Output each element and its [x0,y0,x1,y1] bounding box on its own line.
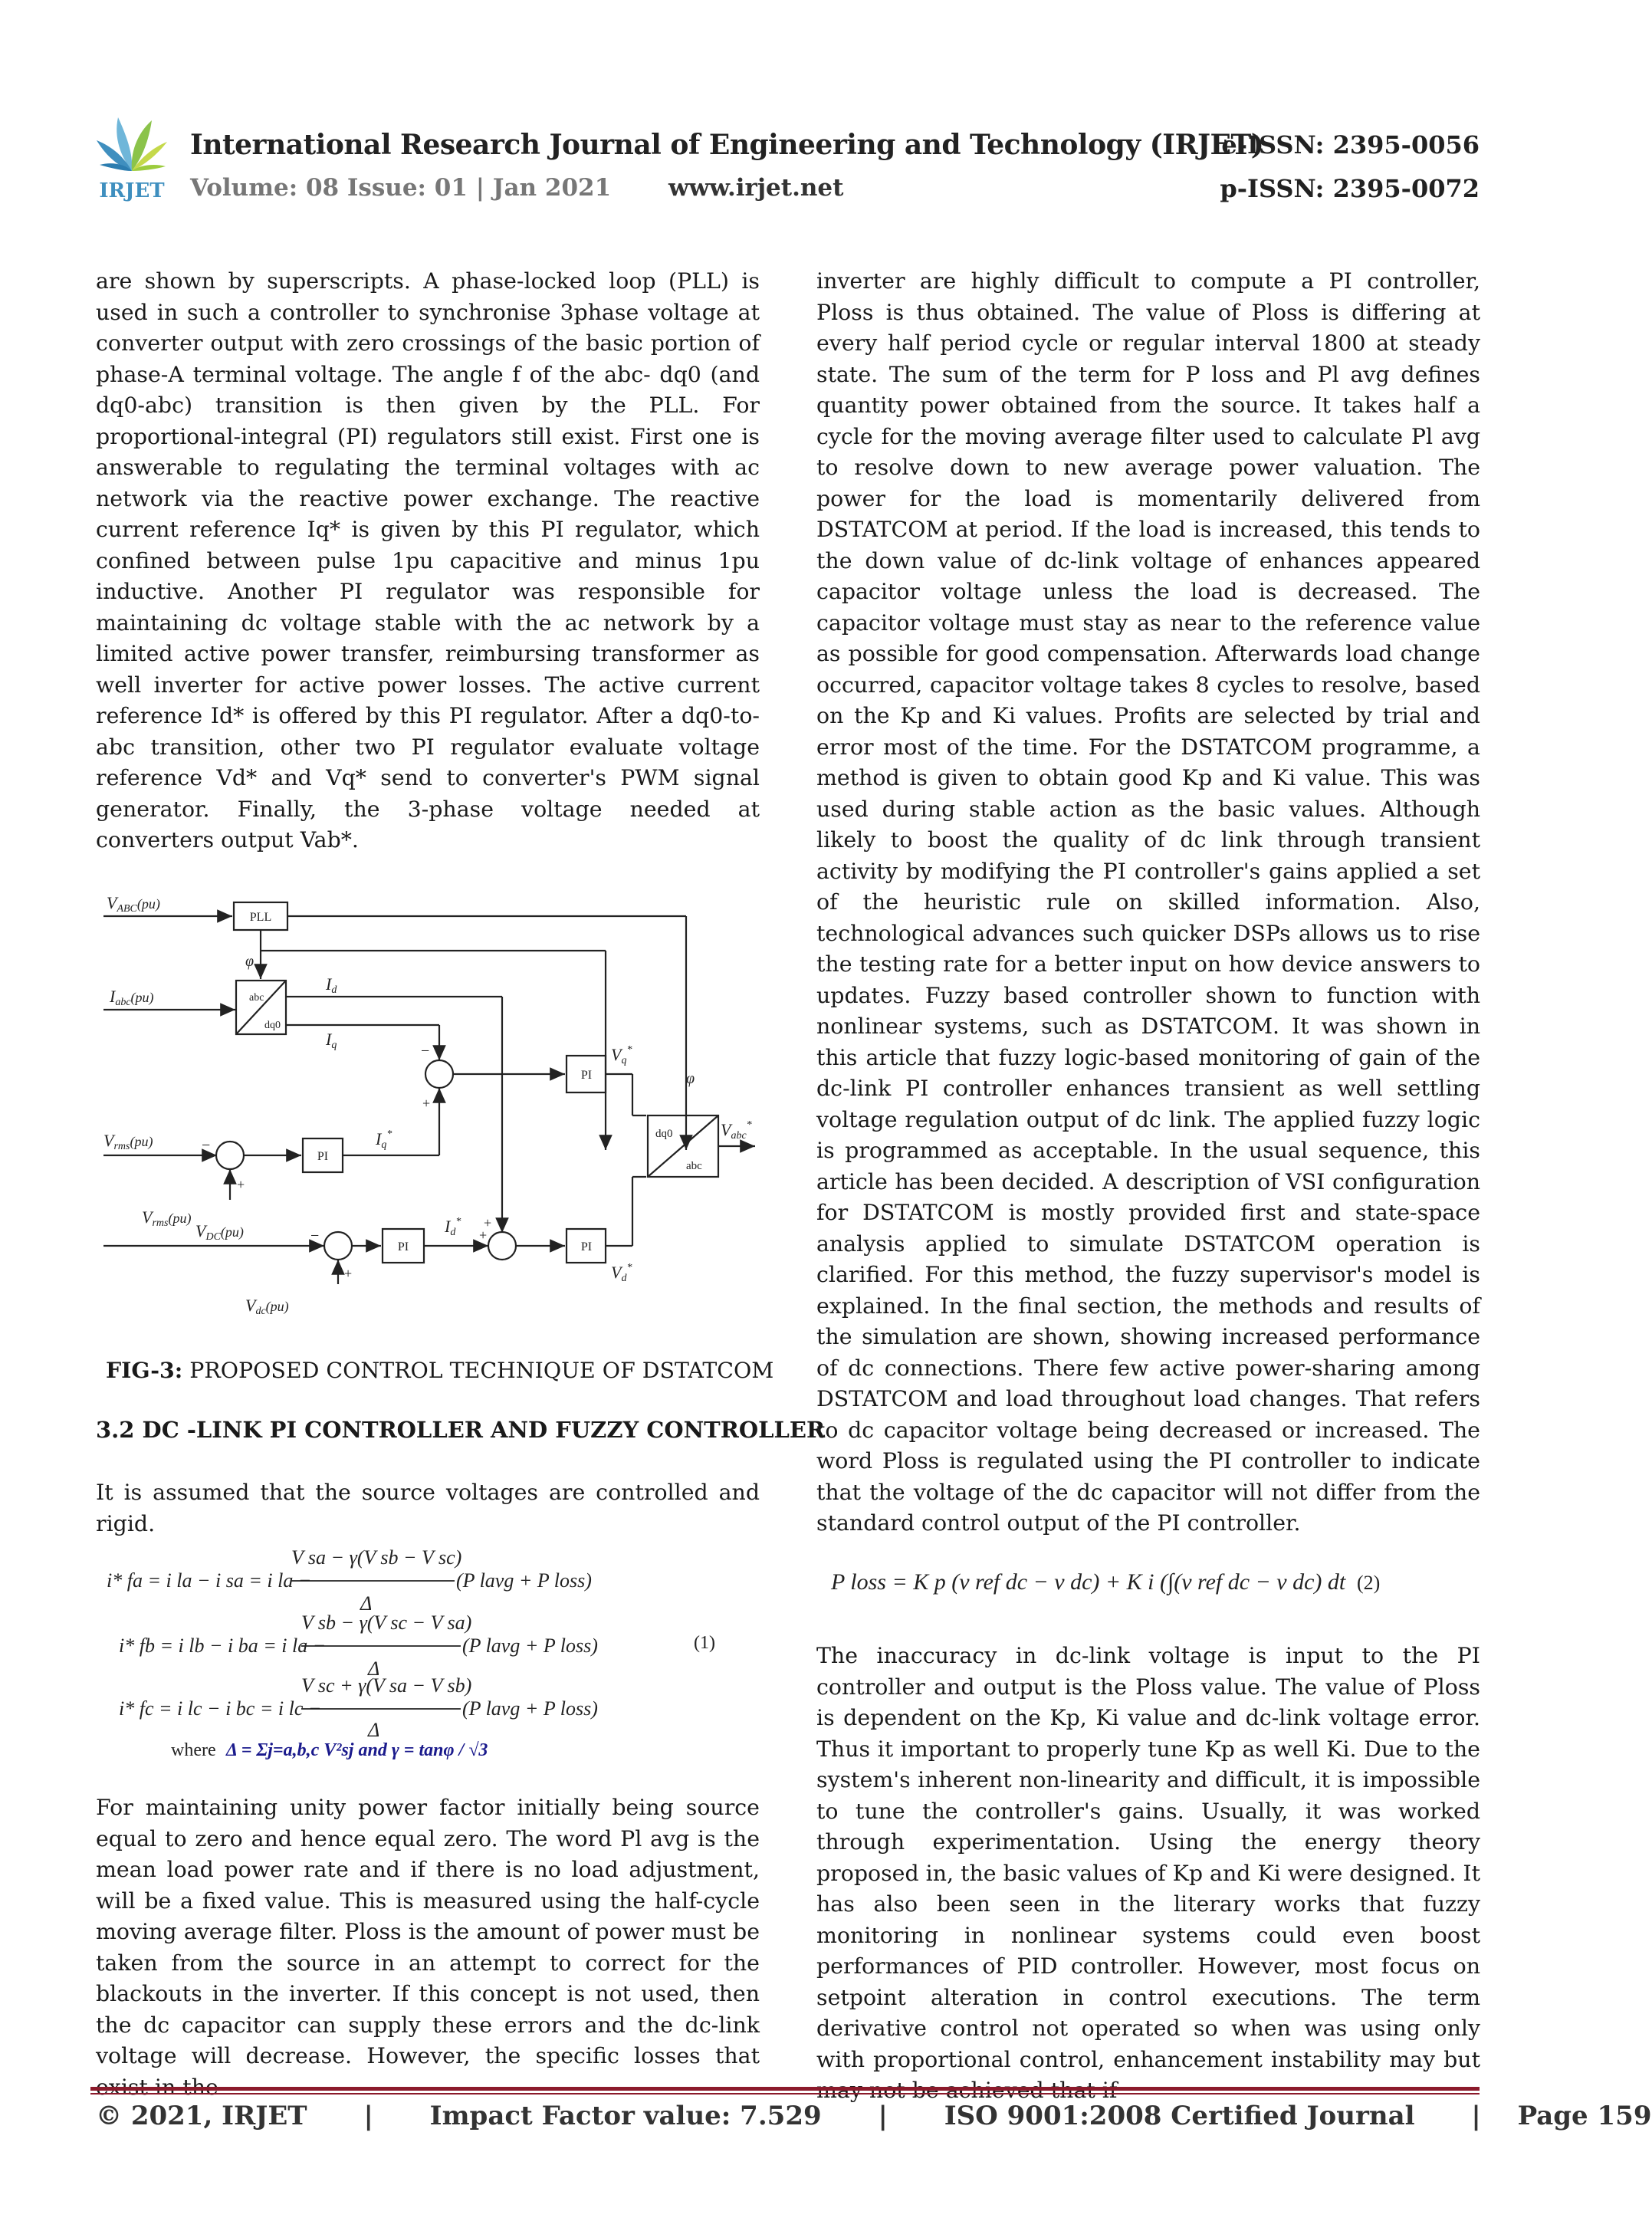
paragraph: For maintaining unity power factor initially being source equal to zero and hence equal zero. The word Pl avg is the mean load power rate and if there is no load adjustment, will be a fixed value. This is measured using the half-cycle moving average filter. Ploss is the amount of power must be taken from the source in an attempt to correct for the blackouts in the inverter. If this concept is not used, then the dc capacitor can supply these errors and the dc-link voltage will decrease. However, the specific losses that [96,1795,760,2068]
footer-page: Page 159 [1517,2101,1652,2131]
sign-plus-rms: + [237,1177,245,1192]
label-phi: φ [245,953,255,970]
figure-caption-text: PROPOSED CONTROL TECHNIQUE OF DSTATCOM [182,1358,774,1383]
paragraph: inverter are highly difficult to compute a PI controller, Ploss is thus obtained. The value of Ploss is differing at every half period cycle or regular interval 1800 at steady state. The sum of the term for P loss and Pl avg defines quantity power obtained from the source. It takes half a cycle for the moving average filter used to calculate Pl avg to resolve down to new average power valuation. The power for the load is momentarily delivered from DSTATCOM at period. If the load is increased, this tends to the down value of dc-link voltage of enhances appeared capacitor voltage unless the load is decreased. The capacitor voltage must stay as near to the reference value as possible for good compensation. Afterwards load change occurred, capacitor voltage takes 8 cycles to resolve, based on the Kp and Ki values. Profits are selected by trial and error most of the time. For the DSTATCOM programme, a method is given to obtain good Kp and Ki value. This was used during stable action as the basic values. Although likely to boost the quality of dc link through transient activity by modifying the PI controller's gains applied a set of the heuristic rule on skilled information. Also, technological advances such quicker DSPs allows us to rise the testing rate for a better input on how device answers to updates. Fuzzy based controller shown to function with nonlinear systems, such as DSTATCOM. It was shown in this article that fuzzy logic-based monitoring of gain of the dc-link PI controller enhances transient as well settling voltage regulation output of dc link. The applied fuzzy logic is programmed as acceptable. In the usual sequence, this article has been decided. A description of VSI configuration for DSTATCOM is mostly provided first and state-space analysis applied to simulate DSTATCOM operation is clarified. For this method, the fuzzy supervisor's model is explained. In the final section, the methods and results of the simulation are shown, showing increased performance of dc connections. There few active power-sharing among DSTATCOM and load throughout load changes. That refers to dc capacitor voltage being decreased or increased. The word Ploss is regulated using the PI controller to indicate that the voltage of the dc capacitor will not differ from the standard control output of the PI controller. [816,268,1480,1536]
eq1-number: (1) [694,1633,715,1653]
pi-q-label: PI [580,1069,593,1082]
eissn: e-ISSN: 2395-0056 [1221,130,1480,159]
label-vdc-ref: Vdc(pu) [245,1296,289,1317]
dq0-label: dq0 [264,1020,281,1031]
summer-dc [324,1232,352,1260]
label-id: Id [326,974,337,996]
label-iq-star: Iq* [376,1129,392,1151]
figure-caption-label: FIG-3: [106,1357,183,1383]
label-id-star: Id* [445,1216,461,1238]
label-vrms: Vrms(pu) [103,1131,153,1152]
irjet-logo [90,111,173,202]
abc-out-label: abc [686,1160,702,1172]
eq1-line3-den: Δ [368,1719,380,1741]
journal-website[interactable]: www.irjet.net [668,174,844,202]
abc-label: abc [249,992,264,1004]
control-block-diagram [96,885,767,1326]
footer-sep-3: | [1471,2101,1481,2131]
logo-text: IRJET [99,179,165,202]
equation-2 [820,1545,1449,1614]
eq1-line2-num: V sb − γ(V sc − V sa) [301,1612,472,1634]
left-column-paragraph-2 [96,1477,760,1539]
eq2-number: (2) [1357,1572,1381,1594]
eq1-line1-lhs: i* fa = i la − i sa = i la − [107,1569,312,1592]
footer-impact-factor: Impact Factor value: 7.529 [429,2101,822,2131]
sign-plus-q: + [422,1096,431,1111]
label-phi-right: φ [686,1070,695,1087]
paragraph: are shown by superscripts. A phase-locked loop (PLL) is used in such a controller to synchronise 3phase voltage at converter output with zero crossings of the basic portion of phase-A terminal voltage. The angle f of the abc- dq0 (and dq0-abc) transition is then given by the PLL. For proportional-integral (PI) regulators still exist. First one is answerable to regulating the terminal voltages with ac network via the reactive power exchange. The reactive current reference Iq* is given by this PI regulator, which confined between pulse 1pu capacitive and minus 1pu inductive. Another PI regulator was responsible for maintaining dc voltage stable with the ac network by a limited active power transfer, reimbursing transformer as well inverter for active power losses. The active current reference Id* is offered by this PI regulator. After a dq0-to-abc transition, other two PI regulator evaluate voltage reference Vd* and Vq* send to converter's PWM signal generator. Finally, the 3-phase voltage needed at converters output Vab*. [96,268,760,853]
figure-caption [106,1357,773,1383]
label-vq-star: Vq* [611,1044,632,1066]
label-vabc: VABC(pu) [107,893,160,915]
left-column-paragraph-3 [96,1792,760,2103]
equation-1 [96,1533,770,1763]
volume-info: Volume: 08 Issue: 01 | Jan 2021 [190,174,612,202]
label-vrms-ref: Vrms(pu) [142,1207,192,1229]
right-column-paragraph-1 [816,266,1480,1539]
sign-minus-q: − [421,1043,430,1060]
footer-sep-1: | [363,2101,373,2131]
eq2-text: P loss = K p (v ref dc − v dc) + K i (∫(v ref dc − v dc) dt [831,1569,1346,1595]
footer-copyright: © 2021, IRJET [96,2101,307,2131]
eq1-line3-lhs: i* fc = i lc − i bc = i lc − [119,1697,322,1720]
paragraph: It is assumed that the source voltages are controlled and rigid. [96,1480,760,1536]
eq1-line1-den: Δ [360,1592,373,1615]
footer [96,2101,1652,2131]
logo-leaves-icon [97,117,167,171]
sign-plus-dc: + [344,1266,353,1281]
eq1-line2-rhs: (P lavg + P loss) [462,1635,598,1657]
pi-dc-label: PI [397,1240,409,1253]
sign-plus-d2: + [484,1215,492,1230]
eq1-line2-den: Δ [368,1658,380,1680]
right-column-paragraph-2 [816,1641,1480,2107]
label-iq: Iq [326,1030,337,1051]
eq1-line1-num: V sa − γ(V sb − V sc) [291,1546,462,1569]
label-vabc-out: Vabc* [721,1119,752,1142]
sign-minus-dc: − [310,1227,320,1244]
left-column-paragraph-1 [96,266,760,856]
label-vdc: VDC(pu) [195,1221,244,1243]
paragraph: The inaccuracy in dc-link voltage is input to the PI controller and output is the Ploss value. The value of Ploss is dependent on the Kp, Ki value and dc-link voltage error. Thus it important to properly tune Kp as well Ki. Due to the system's inherent non-linearity and difficult, it is impossible to tune the controller's gains. Usually, it was worked through experimentation. Using the energy theory proposed in, the basic values of Kp and Ki were designed. It has also been seen in the literary works that fuzzy monitoring in nonlinear systems could even boost performances of PID controller. However, most focus on setpoint alteration in control executions. The term derivative control not operated so when was using only with proportional control, enhancement instability may but [816,1643,1480,2072]
sign-minus-rms: − [202,1137,211,1154]
dq0-out-label: dq0 [655,1128,673,1140]
label-vd-star: Vd* [611,1262,632,1284]
sign-plus-d1: + [479,1227,488,1243]
footer-rule-thin [90,2093,1480,2095]
section-heading: 3.2 DC -LINK PI CONTROLLER AND FUZZY CONTROLLER [96,1417,826,1443]
label-iabc: Iabc(pu) [110,987,154,1008]
eq1-where-def: Δ = Σj=a,b,c V²sj and γ = tanφ / √3 [226,1740,488,1760]
summer-d [488,1232,516,1260]
eq1-line2-lhs: i* fb = i lb − i ba = i la − [119,1635,327,1657]
footer-iso: ISO 9001:2008 Certified Journal [944,2101,1415,2131]
journal-title: International Research Journal of Engineering and Technology (IRJET) [190,129,1264,161]
eq1-line3-num: V sc + γ(V sa − V sb) [301,1674,472,1697]
pll-label: PLL [249,911,272,924]
eq1-where: where [171,1740,216,1760]
pi-d-label: PI [580,1240,593,1253]
eq1-line3-rhs: (P lavg + P loss) [462,1697,598,1720]
summer-rms [216,1142,244,1169]
pissn: p-ISSN: 2395-0072 [1220,174,1480,203]
footer-sep-2: | [878,2101,888,2131]
summer-q [425,1060,453,1088]
eq1-line1-rhs: (P lavg + P loss) [456,1569,592,1592]
pi-rms-label: PI [317,1150,329,1163]
footer-rule [90,2087,1480,2091]
